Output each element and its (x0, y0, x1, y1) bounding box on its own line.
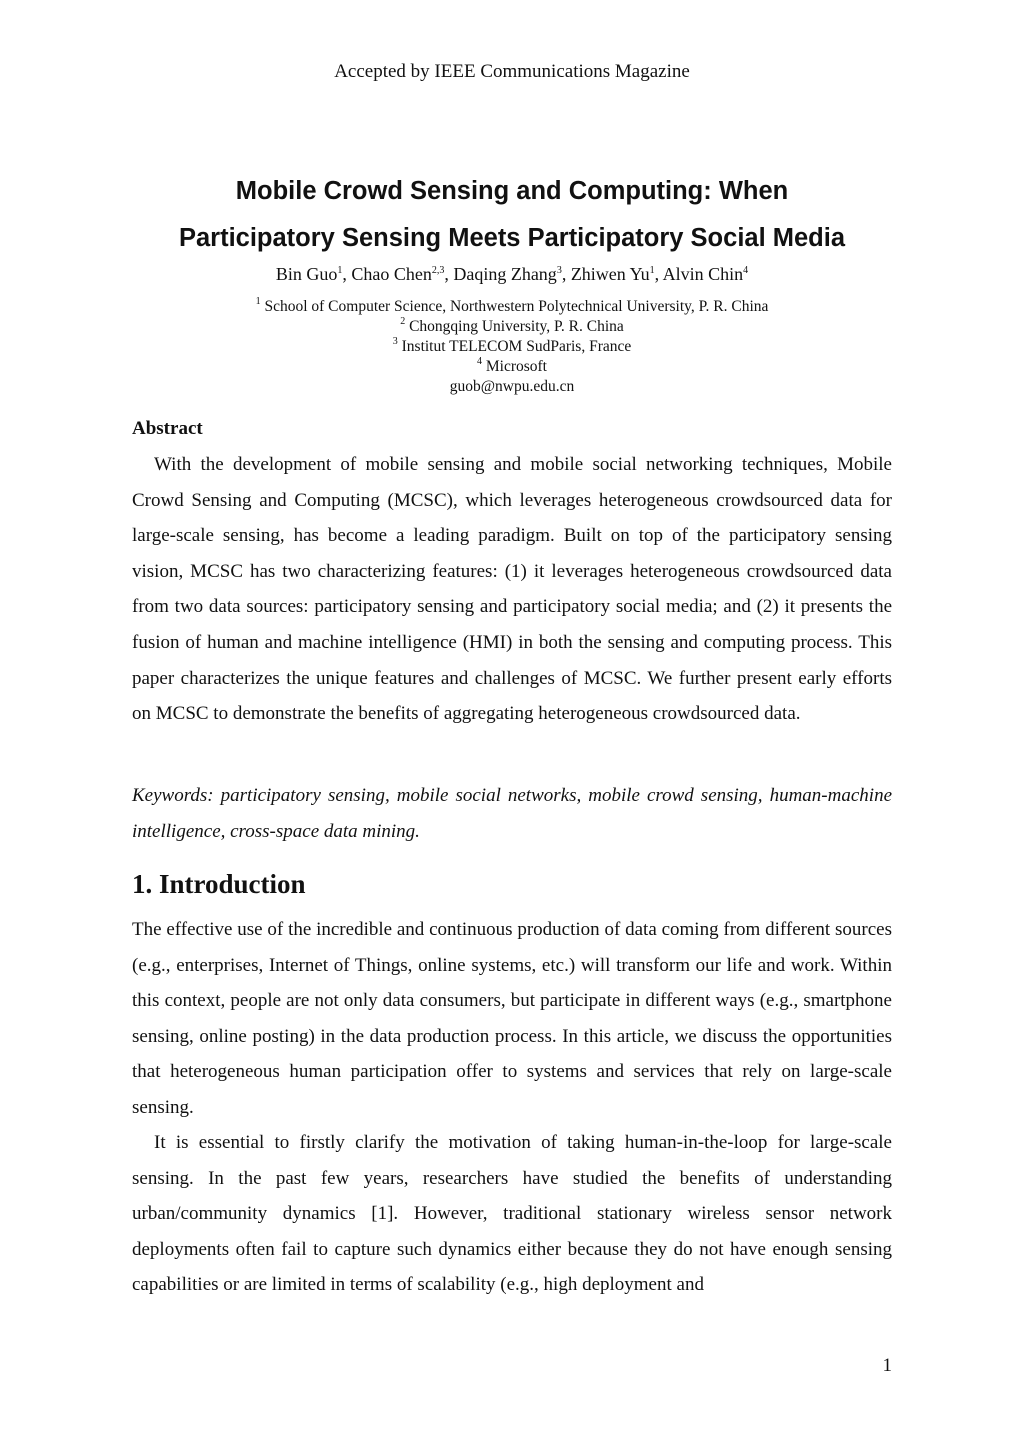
affiliation-text: Institut TELECOM SudParis, France (397, 338, 632, 355)
author-name: Alvin Chin (662, 264, 744, 284)
title-line-2: Participatory Sensing Meets Participatory Social Media (178, 224, 846, 252)
affiliation-item (0, 317, 1024, 337)
intro-paragraph-1: The effective use of the incredible and continuous production of data coming from different sources (e.g., enterprises, Internet of Things, online systems, etc.) will transform our life and work. Within this context, people are not only data consumers, but participate in different ways (e.g., smartphone sensing, online posting) in the data production process. In this article, we discuss the opportunities that heterogeneous human participation offer to systems and services that rely on large-scale sensing. (132, 919, 892, 1118)
abstract-heading: Abstract (132, 418, 203, 439)
affiliation-item (0, 297, 1024, 317)
affiliation-text: School of Computer Science, Northwestern Polytechnical University, P. R. China (260, 298, 769, 315)
affiliation-mark: 4 (476, 356, 482, 367)
author-affiliation-mark: 3 (556, 265, 562, 276)
affiliation-mark: 1 (255, 296, 261, 307)
author-name: Chao Chen (351, 264, 432, 284)
author-separator: , (654, 264, 663, 284)
keywords: Keywords: participatory sensing, mobile social networks, mobile crowd sensing, human-machine intelligence, cross-space data mining. (132, 785, 892, 842)
author-name: Daqing Zhang (453, 264, 557, 284)
abstract-body: With the development of mobile sensing and mobile social networking techniques, Mobile Crowd Sensing and Computing (MCSC), which leverages heterogeneous crowdsourced data for large-scale sensing, has become a leading paradigm. Built on top of the participatory sensing vision, MCSC has two characterizing features: (1) it leverages heterogeneous crowdsourced data from two data sources: participatory sensing and participatory social media; and (2) it presents the fusion of human and machine intelligence (HMI) in both the sensing and computing process. This paper characterizes the unique features and challenges of MCSC. We further present early efforts on MCSC to demonstrate the benefits of aggregating heterogeneous crowdsourced data. (132, 454, 892, 725)
author-separator: , (561, 264, 571, 284)
author-name: Zhiwen Yu (570, 264, 650, 284)
affiliation-mark: 3 (392, 336, 398, 347)
author-list (0, 264, 1024, 285)
author-affiliation-mark: 2,3 (431, 265, 445, 276)
author-separator: , (444, 264, 454, 284)
author-affiliation-mark: 1 (337, 265, 343, 276)
affiliation-mark: 2 (400, 316, 406, 327)
author-affiliation-mark: 4 (743, 265, 749, 276)
paper-title (100, 168, 924, 262)
author-separator: , (342, 264, 352, 284)
contact-email[interactable]: guob@nwpu.edu.cn (449, 378, 575, 395)
intro-paragraph-2: It is essential to firstly clarify the motivation of taking human-in-the-loop for large-scale sensing. In the past few years, researchers have studied the benefits of understanding urban/community dynamics [1]. However, traditional stationary wireless sensor network deployments often fail to capture such dynamics either because they do not have enough sensing capabilities or are limited in terms of scalability (e.g., high deployment and (132, 1132, 892, 1296)
affiliation-text: Chongqing University, P. R. China (405, 318, 624, 335)
section-heading-introduction: 1. Introduction (132, 869, 306, 899)
affiliation-item (0, 337, 1024, 357)
author-name: Bin Guo (275, 264, 338, 284)
affiliation-list (0, 297, 1024, 397)
running-head: Accepted by IEEE Communications Magazine (334, 61, 690, 82)
author-affiliation-mark: 1 (649, 265, 655, 276)
page-number: 1 (882, 1355, 892, 1376)
affiliation-item (0, 357, 1024, 377)
title-line-1: Mobile Crowd Sensing and Computing: When (235, 177, 789, 205)
affiliation-text: Microsoft (481, 358, 547, 375)
